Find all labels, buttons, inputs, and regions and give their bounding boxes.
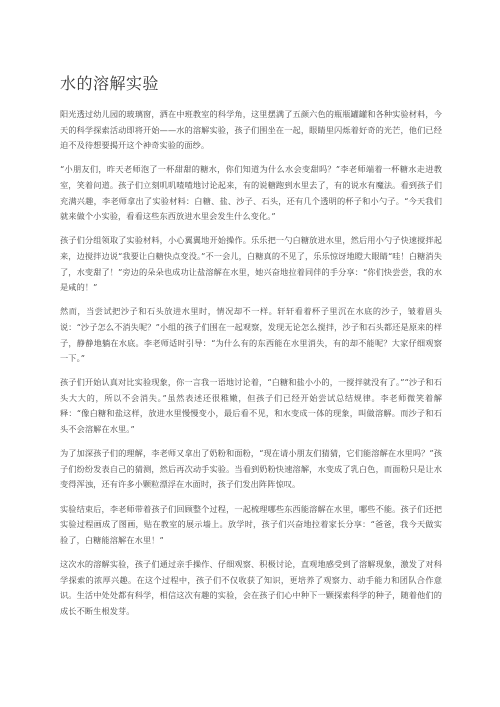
paragraph-4: 然而，当尝试把沙子和石头放进水里时，情况却不一样。轩轩看着杯子里沉在水底的沙子，皱着眉头说：“沙子怎么不消失呢？”小组的孩子们围在一起观察，发现无论怎么搅拌，沙子和石头都还是原来的样子，静静地躺在水底。李老师适时引导：“为什么有的东西能在水里消失，有的却不能呢？大家仔细观察一下。” <box>60 306 442 364</box>
document-title: 水的溶解实验 <box>60 74 160 93</box>
paragraph-8: 这次水的溶解实验，孩子们通过亲手操作、仔细观察、积极讨论，直观地感受到了溶解现象，激发了对科学探索的浓厚兴趣。在这个过程中，孩子们不仅收获了知识，更培养了观察力、动手能力和团队合作意识。生活中处处都有科学，相信这次有趣的实验，会在孩子们心中种下一颗探索科学的种子，随着他们的成长不断生根发芽。 <box>60 559 442 616</box>
paragraph-3: 孩子们分组领取了实验材料，小心翼翼地开始操作。乐乐把一勺白糖放进水里，然后用小勺子快速搅拌起来，边搅拌边说“我要让白糖快点变没。”不一会儿，白糖真的不见了，乐乐惊讶地瞪大眼睛“哇！白糖消失了，水变甜了！”旁边的朵朵也成功让盐溶解在水里，她兴奋地拉着同伴的手分享：“你们快尝尝，我的水是咸的！” <box>60 235 442 293</box>
paragraph-2: “小朋友们，昨天老师泡了一杯甜甜的糖水，你们知道为什么水会变甜吗？”李老师端着一杯糖水走进教室，笑着问道。孩子们立刻叽叽喳喳地讨论起来，有的说糖跑到水里去了，有的说水有魔法。看到孩子们充满兴趣，李老师拿出了实验材料：白糖、盐、沙子、石头，还有几个透明的杯子和小勺子。“今天我们就来做个小实验，看看这些东西放进水里会发生什么变化。” <box>60 164 442 222</box>
paragraph-7: 实验结束后，李老师带着孩子们回顾整个过程，一起梳理哪些东西能溶解在水里，哪些不能。孩子们还把实验过程画成了图画，贴在教室的展示墙上。放学时，孩子们兴奋地拉着家长分享：“爸爸，我今天做实验了，白糖能溶解在水里！” <box>60 503 442 545</box>
paragraph-1: 阳光透过幼儿园的玻璃窗，洒在中班教室的科学角，这里摆满了五颜六色的瓶瓶罐罐和各种实验材料，今天的科学探索活动即将开始——水的溶解实验，孩子们围坐在一起，眼睛里闪烁着好奇的光芒，他们已经迫不及待想要揭开这个神奇实验的面纱。 <box>60 109 442 151</box>
paragraph-6: 为了加深孩子们的理解，李老师又拿出了奶粉和面粉，“现在请小朋友们猜猜，它们能溶解在水里吗？”孩子们纷纷发表自己的猜测，然后再次动手实验。当看到奶粉快速溶解，水变成了乳白色，而面粉只是让水变得浑浊，还有许多小颗粒漂浮在水面时，孩子们发出阵阵惊叹。 <box>60 448 442 490</box>
paragraph-5: 孩子们开始认真对比实验现象，你一言我一语地讨论着，“白糖和盐小小的，一搅拌就没有了。”“沙子和石头大大的，所以不会消失。”虽然表述还很稚嫩，但孩子们已经开始尝试总结规律。李老师微笑着解释：“像白糖和盐这样，放进水里慢慢变小，最后看不见，和水变成一体的现象，叫做溶解。而沙子和石头不会溶解在水里。” <box>60 377 442 435</box>
